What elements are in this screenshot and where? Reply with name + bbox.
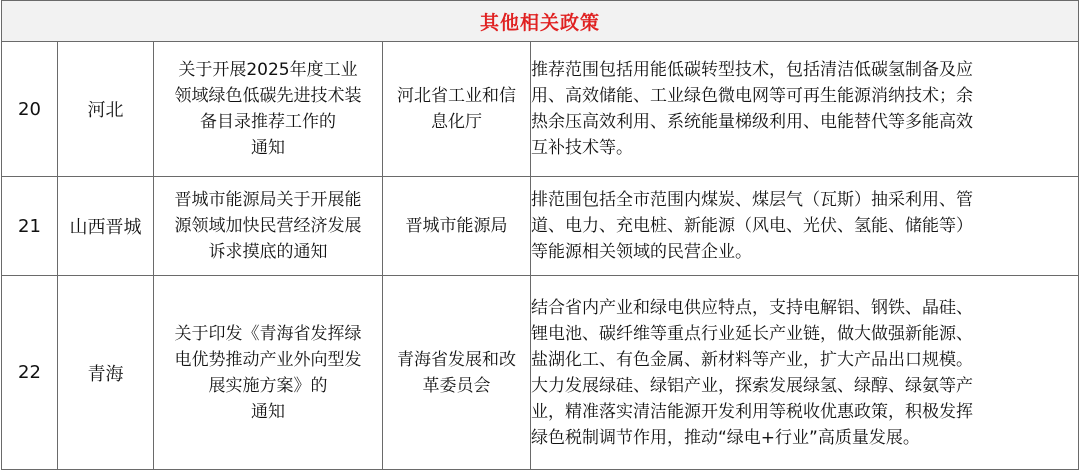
content-line: 推荐范围包括用能低碳转型技术，包括清洁低碳氢制备及应 bbox=[531, 60, 973, 80]
row-region: 青海 bbox=[58, 276, 154, 470]
document-line: 领域绿色低碳先进技术装 bbox=[174, 86, 362, 106]
document-line: 通知 bbox=[251, 401, 285, 422]
department-line: 河北省工业和信 bbox=[397, 86, 516, 106]
department-line: 晋城市能源局 bbox=[405, 216, 508, 236]
department-line: 青海省发展和改 bbox=[397, 349, 516, 370]
content-line: 锂电池、碳纤维等重点行业延长产业链，做大做强新能源、 bbox=[531, 323, 973, 344]
content-line: 用、高效储能、工业绿色微电网等可再生能源消纳技术；余 bbox=[531, 86, 973, 106]
department-line: 革委员会 bbox=[422, 375, 491, 396]
row-department bbox=[383, 177, 531, 276]
content-line: 互补技术等。 bbox=[531, 138, 633, 158]
row-number: 20 bbox=[2, 42, 58, 177]
document-line: 电优势推动产业外向型发 bbox=[174, 349, 362, 370]
row-department bbox=[383, 276, 531, 470]
row-content bbox=[531, 42, 1079, 177]
table-row bbox=[2, 177, 1079, 276]
document-line: 关于印发《青海省发挥绿 bbox=[174, 323, 362, 344]
content-line: 热余压高效利用、系统能量梯级利用、电能替代等多能高效 bbox=[531, 112, 973, 132]
document-line: 备目录推荐工作的 bbox=[200, 112, 336, 132]
table-title-row bbox=[2, 1, 1079, 42]
content-line: 盐湖化工、有色金属、新材料等产业，扩大产品出口规模。 bbox=[531, 349, 973, 370]
row-region: 山西晋城 bbox=[58, 177, 154, 276]
content-line: 绿色税制调节作用，推动“绿电+行业”高质量发展。 bbox=[531, 427, 920, 448]
row-content bbox=[531, 276, 1079, 470]
table-title: 其他相关政策 bbox=[2, 1, 1079, 42]
content-line: 排范围包括全市范围内煤炭、煤层气（瓦斯）抽采利用、管 bbox=[531, 190, 973, 210]
content-line: 结合省内产业和绿电供应特点，支持电解铝、钢铁、晶硅、 bbox=[531, 297, 973, 318]
row-document bbox=[154, 42, 383, 177]
row-document bbox=[154, 276, 383, 470]
row-region: 河北 bbox=[58, 42, 154, 177]
document-line: 展实施方案》的 bbox=[208, 375, 328, 396]
document-line: 晋城市能源局关于开展能 bbox=[174, 190, 362, 210]
row-document bbox=[154, 177, 383, 276]
content-line: 大力发展绿硅、绿铝产业，探索发展绿氢、绿醇、绿氨等产 bbox=[531, 375, 973, 396]
row-number: 21 bbox=[2, 177, 58, 276]
content-line: 等能源相关领域的民营企业。 bbox=[531, 242, 752, 262]
content-line: 业，精准落实清洁能源开发利用等税收优惠政策，积极发挥 bbox=[531, 401, 973, 422]
row-number: 22 bbox=[2, 276, 58, 470]
document-line: 通知 bbox=[251, 138, 285, 158]
document-line: 诉求摸底的通知 bbox=[208, 242, 328, 262]
content-line: 道、电力、充电桩、新能源（风电、光伏、氢能、储能等） bbox=[531, 216, 973, 236]
table-row bbox=[2, 42, 1079, 177]
policy-table bbox=[1, 0, 1079, 470]
table-row bbox=[2, 276, 1079, 470]
document-line: 关于开展2025年度工业 bbox=[178, 60, 358, 80]
row-department bbox=[383, 42, 531, 177]
department-line: 息化厅 bbox=[431, 112, 482, 132]
document-line: 源领域加快民营经济发展 bbox=[174, 216, 362, 236]
row-content bbox=[531, 177, 1079, 276]
